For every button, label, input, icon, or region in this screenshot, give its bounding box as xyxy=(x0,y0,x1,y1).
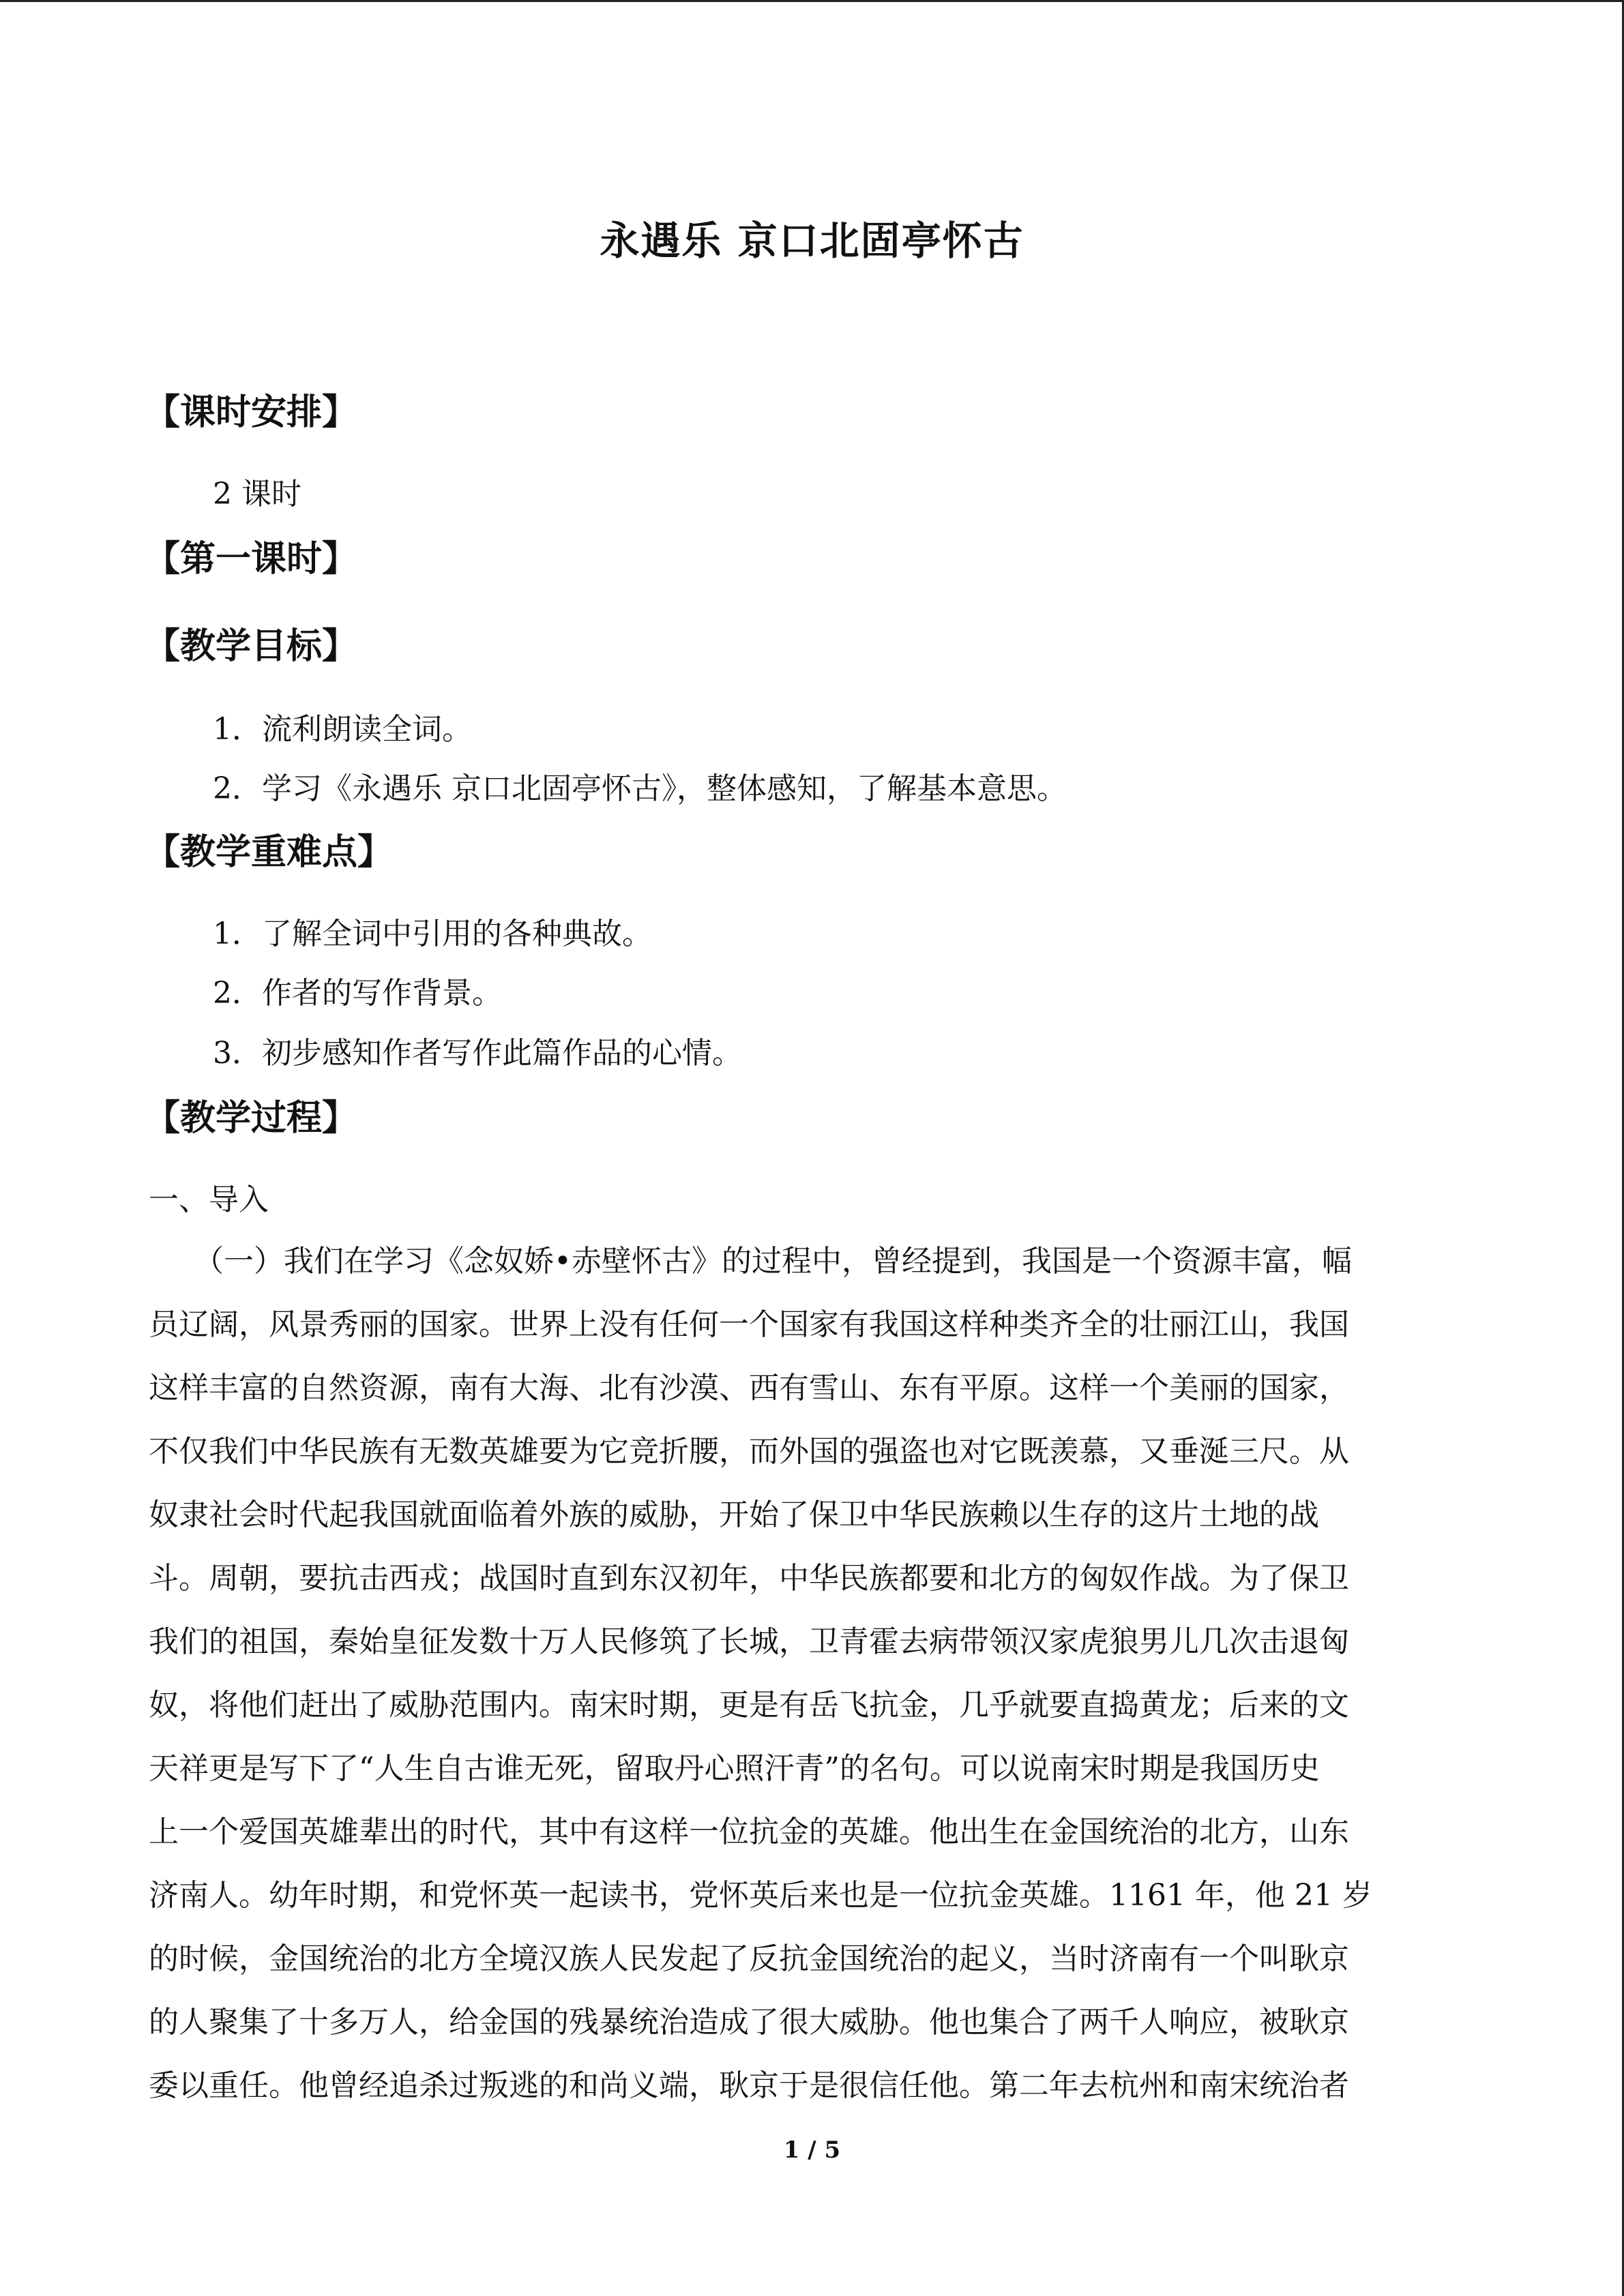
paragraph-line: 济南人。幼年时期，和党怀英一起读书，党怀英后来也是一位抗金英雄。1161 年，他 21 岁 xyxy=(149,1878,1372,1913)
goal-item-2: 2．学习《永遇乐 京口北固亭怀古》，整体感知，了解基本意思。 xyxy=(213,771,1067,806)
paragraph-line: 员辽阔，风景秀丽的国家。世界上没有任何一个国家有我国这样种类齐全的壮丽江山，我国 xyxy=(149,1307,1349,1342)
paragraph-line: 的时候，金国统治的北方全境汉族人民发起了反抗金国统治的起义，当时济南有一个叫耿京 xyxy=(149,1941,1349,1976)
paragraph-line: 委以重任。他曾经追杀过叛逃的和尚义端，耿京于是很信任他。第二年去杭州和南宋统治者 xyxy=(149,2068,1349,2103)
intro-label: 一、导入 xyxy=(149,1182,269,1217)
schedule-heading: 【课时安排】 xyxy=(145,391,358,433)
paragraph-line: 天祥更是写下了“人生自古谁无死，留取丹心照汗青”的名句。可以说南宋时期是我国历史 xyxy=(149,1751,1320,1786)
paragraph-line: （一）我们在学习《念奴娇•赤壁怀古》的过程中，曾经提到，我国是一个资源丰富，幅 xyxy=(149,1244,1352,1279)
paragraph-line: 奴，将他们赶出了威胁范围内。南宋时期，更是有岳飞抗金，几乎就要直捣黄龙；后来的文 xyxy=(149,1688,1349,1723)
paragraph-line: 奴隶社会时代起我国就面临着外族的威胁，开始了保卫中华民族赖以生存的这片土地的战 xyxy=(149,1497,1319,1532)
intro-paragraph xyxy=(149,1229,1479,2117)
goal-item-1: 1．流利朗读全词。 xyxy=(213,712,472,747)
paragraph-line: 不仅我们中华民族有无数英雄要为它竞折腰，而外国的强盗也对它既羡慕，又垂涎三尺。从 xyxy=(149,1434,1349,1469)
paragraph-line: 上一个爱国英雄辈出的时代，其中有这样一位抗金的英雄。他出生在金国统治的北方，山东 xyxy=(149,1815,1349,1849)
paragraph-line: 的人聚集了十多万人，给金国的残暴统治造成了很大威胁。他也集合了两千人响应，被耿京 xyxy=(149,2005,1349,2040)
difficulty-item-1: 1．了解全词中引用的各种典故。 xyxy=(213,916,652,951)
schedule-value: 2 课时 xyxy=(213,477,301,511)
process-heading: 【教学过程】 xyxy=(145,1097,358,1139)
difficulty-item-3: 3．初步感知作者写作此篇作品的心情。 xyxy=(213,1036,742,1071)
paragraph-line: 这样丰富的自然资源，南有大海、北有沙漠、西有雪山、东有平原。这样一个美丽的国家， xyxy=(149,1371,1349,1405)
page-number: 1 / 5 xyxy=(783,2136,841,2164)
paragraph-line: 斗。周朝，要抗击西戎；战国时直到东汉初年，中华民族都要和北方的匈奴作战。为了保卫 xyxy=(149,1561,1349,1596)
paragraph-line: 我们的祖国，秦始皇征发数十万人民修筑了长城，卫青霍去病带领汉家虎狼男儿几次击退匈 xyxy=(149,1624,1349,1659)
difficulty-item-2: 2．作者的写作背景。 xyxy=(213,976,502,1011)
first-lesson-heading: 【第一课时】 xyxy=(145,538,358,580)
document-title: 永遇乐 京口北固亭怀古 xyxy=(600,218,1024,264)
difficulties-heading: 【教学重难点】 xyxy=(145,831,394,873)
goals-heading: 【教学目标】 xyxy=(145,625,358,667)
